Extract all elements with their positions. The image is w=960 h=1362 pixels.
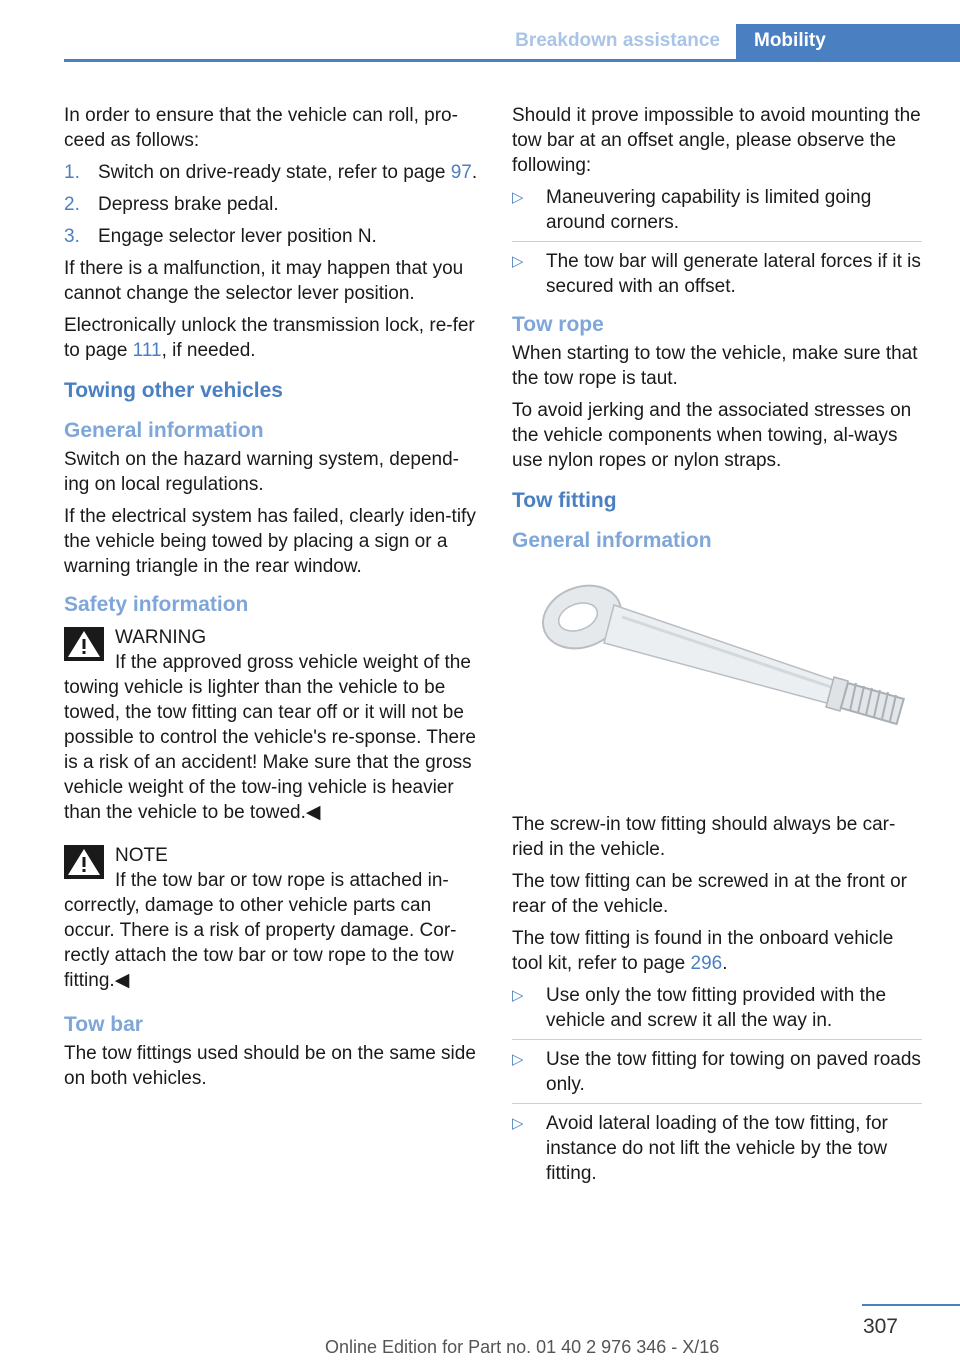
rope-paragraph-1: When starting to tow the vehicle, make sure that the tow rope is taut. <box>512 343 918 389</box>
step-number: 1. <box>64 162 80 183</box>
list-item-text: Avoid lateral loading of the tow fitting, for instance do not lift the vehicle by the tow fitting. <box>546 1113 888 1184</box>
footer-rule <box>862 1304 960 1306</box>
general-paragraph-1: Switch on the hazard warning system, depend-ing on local regulations. <box>64 449 459 495</box>
fitting-text-end: . <box>722 953 728 974</box>
list-item <box>512 1111 922 1186</box>
heading-general-information: General information <box>512 529 712 552</box>
heading-tow-bar: Tow bar <box>64 1013 143 1036</box>
general-paragraph-2: If the electrical system has failed, clearly iden-tify the vehicle being towed by placing a sign or a warning triangle in the rear window. <box>64 506 476 577</box>
header-rule <box>64 59 960 62</box>
page-header <box>64 24 960 62</box>
step-text: Engage selector lever position N. <box>98 226 377 247</box>
list-item-text: Use the tow fitting for towing on paved roads only. <box>546 1049 921 1095</box>
heading-safety-information: Safety information <box>64 593 249 616</box>
note-title: NOTE <box>115 845 168 866</box>
note-box <box>64 843 478 993</box>
unlock-text: Electronically unlock the transmission lock, re-fer to page <box>64 315 475 361</box>
step-text-end: . <box>471 162 478 183</box>
tow-bar-paragraph: The tow fittings used should be on the same side on both vehicles. <box>64 1043 476 1089</box>
warning-triangle-icon <box>64 627 104 661</box>
heading-towing-other-vehicles: Towing other vehicles <box>64 379 283 402</box>
right-column <box>512 103 922 1193</box>
header-section-title: Breakdown assistance <box>515 30 720 51</box>
list-item <box>64 224 478 249</box>
header-chapter-tab: Mobility <box>736 24 960 62</box>
bullet-arrow-icon: ▷ <box>512 1051 524 1068</box>
step-number: 2. <box>64 194 80 215</box>
bullet-arrow-icon: ▷ <box>512 987 524 1004</box>
list-item-text: The tow bar will generate lateral forces if it is secured with an offset. <box>546 251 921 297</box>
bullet-arrow-icon: ▷ <box>512 1115 524 1132</box>
page-number: 307 <box>862 1315 898 1338</box>
edition-footer: Online Edition for Part no. 01 40 2 976 346 - X/16 <box>325 1337 720 1357</box>
page-link[interactable]: 296 <box>690 953 723 974</box>
step-number: 3. <box>64 226 80 247</box>
unlock-text-end: , if needed. <box>161 340 256 361</box>
list-item <box>512 1047 922 1104</box>
fitting-list <box>512 983 922 1186</box>
left-column <box>64 103 478 1098</box>
fitting-text: The tow fitting is found in the onboard vehicle tool kit, refer to page <box>512 928 894 974</box>
unlock-paragraph <box>64 313 478 363</box>
list-item <box>512 249 922 299</box>
warning-box <box>64 625 478 825</box>
step-text: Depress brake pedal. <box>98 194 279 215</box>
step-text: Switch on drive-ready state, refer to page <box>98 162 451 183</box>
list-item <box>64 160 478 185</box>
tow-fitting-illustration <box>512 565 922 795</box>
intro-paragraph: In order to ensure that the vehicle can roll, pro-ceed as follows: <box>64 105 458 151</box>
page-link[interactable]: 111 <box>132 340 162 361</box>
warning-text: If the approved gross vehicle weight of the towing vehicle is lighter than the vehicle to be towed, the tow fitting can tear off or it will not be possible to control the vehicle's re-sponse. There is a risk of an accident! Make sure that the gross vehicle weight of the tow-ing vehicle is heavier than the vehicle to be towed.◀ <box>64 652 476 823</box>
rope-paragraph-2: To avoid jerking and the associated stresses on the vehicle components when towing, al-ways use nylon ropes or nylon straps. <box>512 400 912 471</box>
fitting-paragraph-3 <box>512 926 922 976</box>
bullet-arrow-icon: ▷ <box>512 189 524 206</box>
fitting-paragraph-1: The screw-in tow fitting should always be car-ried in the vehicle. <box>512 814 896 860</box>
warning-triangle-icon <box>64 845 104 879</box>
list-item-text: Use only the tow fitting provided with the vehicle and screw it all the way in. <box>546 985 887 1031</box>
heading-tow-fitting: Tow fitting <box>512 489 617 512</box>
fitting-paragraph-2: The tow fitting can be screwed in at the front or rear of the vehicle. <box>512 871 907 917</box>
steps-list <box>64 160 478 249</box>
list-item <box>512 185 922 242</box>
heading-tow-rope: Tow rope <box>512 313 604 336</box>
list-item-text: Maneuvering capability is limited going around corners. <box>546 187 872 233</box>
heading-general-information: General information <box>64 419 264 442</box>
list-item <box>512 983 922 1040</box>
warning-title: WARNING <box>115 627 207 648</box>
bullet-arrow-icon: ▷ <box>512 253 524 270</box>
offset-intro: Should it prove impossible to avoid mounting the tow bar at an offset angle, please observe the following: <box>512 105 921 176</box>
offset-list <box>512 185 922 299</box>
page-link[interactable]: 97 <box>450 162 472 183</box>
note-text: If the tow bar or tow rope is attached in-correctly, damage to other vehicle parts can occur. There is a risk of property damage. Cor-rectly attach the tow bar or tow rope to the tow fitting.◀ <box>64 870 457 991</box>
list-item <box>64 192 478 217</box>
malfunction-paragraph: If there is a malfunction, it may happen that you cannot change the selector lever position. <box>64 258 464 304</box>
